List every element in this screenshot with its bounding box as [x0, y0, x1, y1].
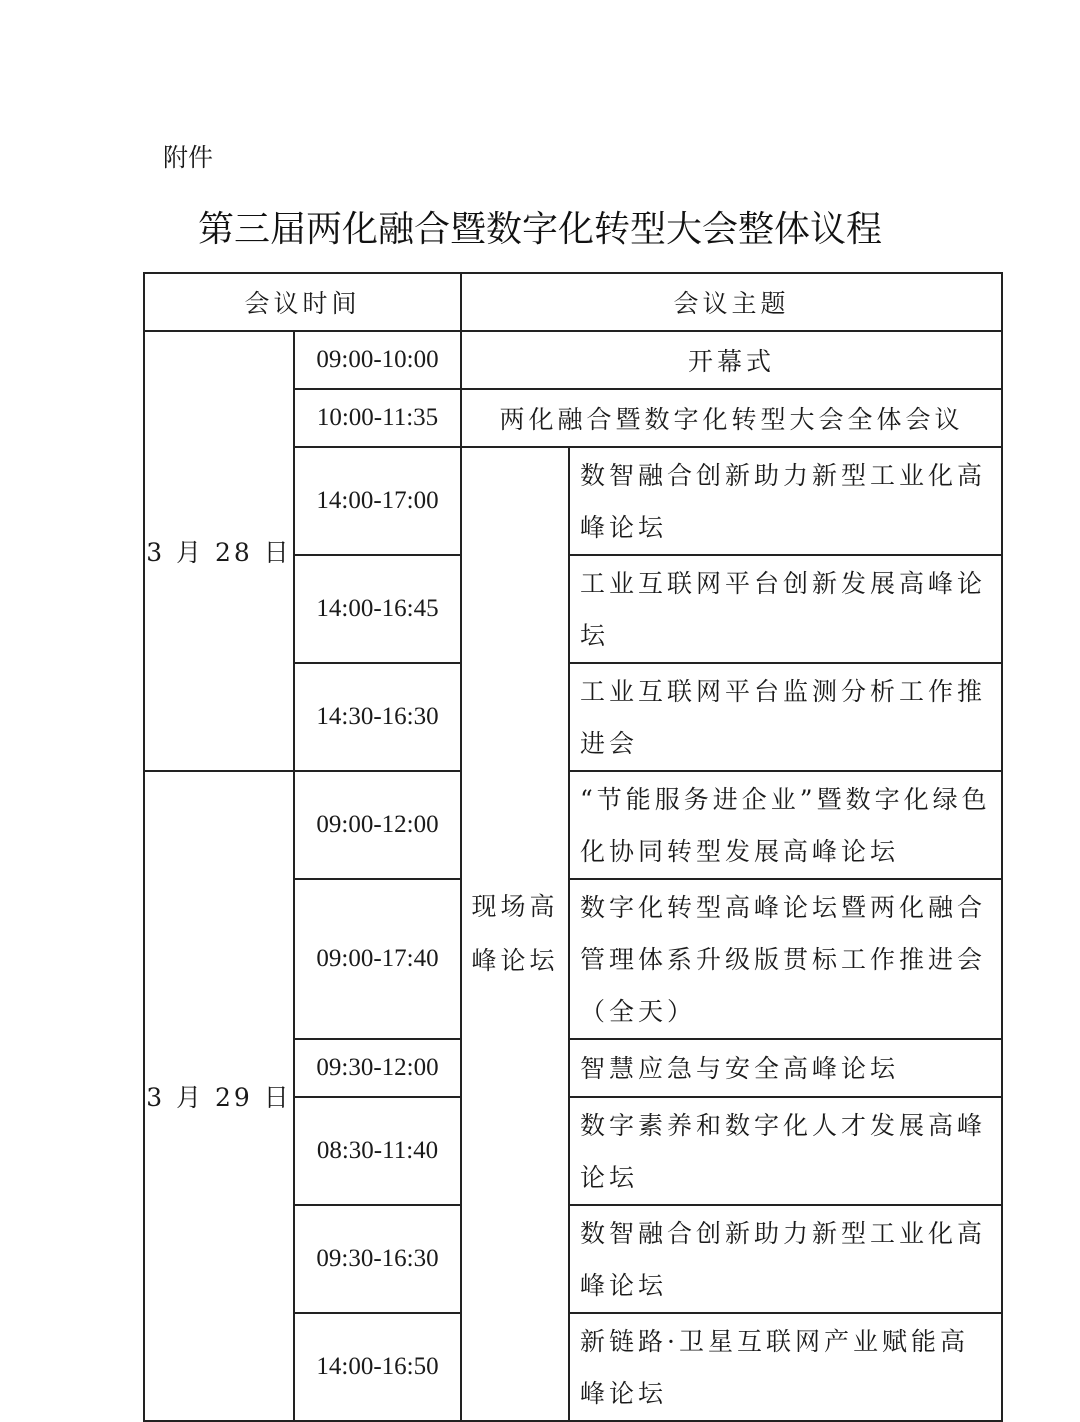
time-cell: 09:30-12:00	[294, 1039, 461, 1097]
date-cell: 3 月 28 日	[144, 331, 294, 771]
time-cell: 09:00-10:00	[294, 331, 461, 389]
attachment-label: 附件	[163, 143, 214, 172]
date-cell: 3 月 29 日	[144, 771, 294, 1421]
time-cell: 14:30-16:30	[294, 663, 461, 771]
agenda-table	[143, 272, 1003, 1422]
forum-category-cell: 现场高峰论坛	[461, 447, 569, 1421]
topic-cell: 两化融合暨数字化转型大会全体会议	[461, 389, 1002, 447]
time-cell: 09:00-17:40	[294, 879, 461, 1039]
time-cell: 14:00-16:50	[294, 1313, 461, 1421]
header-time: 会议时间	[144, 273, 461, 331]
table-row	[144, 771, 1002, 879]
time-cell: 09:00-12:00	[294, 771, 461, 879]
time-cell: 14:00-17:00	[294, 447, 461, 555]
topic-cell: “节能服务进企业”暨数字化绿色化协同转型发展高峰论坛	[569, 771, 1002, 879]
topic-cell: 数智融合创新助力新型工业化高峰论坛	[569, 1205, 1002, 1313]
topic-cell: 数字素养和数字化人才发展高峰论坛	[569, 1097, 1002, 1205]
table-header-row	[144, 273, 1002, 331]
time-cell: 10:00-11:35	[294, 389, 461, 447]
header-topic: 会议主题	[461, 273, 1002, 331]
topic-cell: 数智融合创新助力新型工业化高峰论坛	[569, 447, 1002, 555]
topic-cell: 智慧应急与安全高峰论坛	[569, 1039, 1002, 1097]
time-cell: 08:30-11:40	[294, 1097, 461, 1205]
time-cell: 14:00-16:45	[294, 555, 461, 663]
table-row	[144, 331, 1002, 389]
topic-cell: 开幕式	[461, 331, 1002, 389]
topic-cell: 工业互联网平台创新发展高峰论坛	[569, 555, 1002, 663]
document-title: 第三届两化融合暨数字化转型大会整体议程	[197, 209, 882, 250]
topic-cell: 新链路·卫星互联网产业赋能高峰论坛	[569, 1313, 1002, 1421]
time-cell: 09:30-16:30	[294, 1205, 461, 1313]
topic-cell: 工业互联网平台监测分析工作推进会	[569, 663, 1002, 771]
topic-cell: 数字化转型高峰论坛暨两化融合管理体系升级版贯标工作推进会（全天）	[569, 879, 1002, 1039]
